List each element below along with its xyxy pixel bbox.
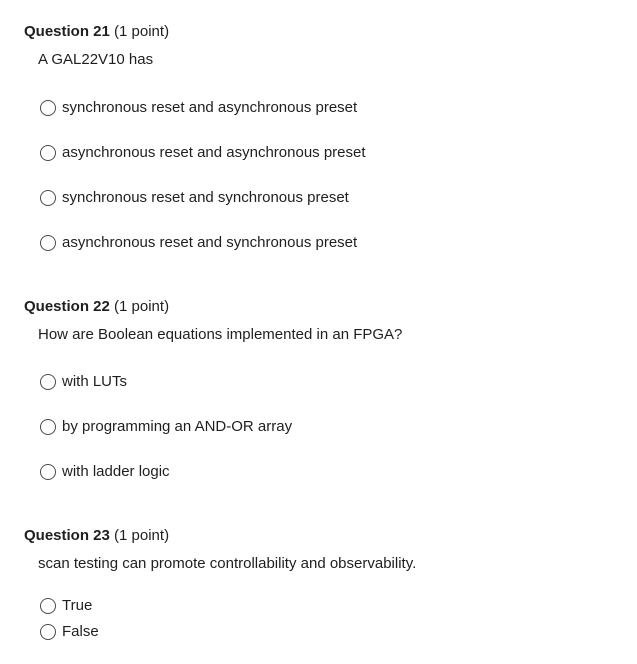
question-points: (1 point) bbox=[114, 23, 170, 40]
radio-button[interactable] bbox=[40, 100, 56, 116]
question-prompt: How are Boolean equations implemented in an FPGA? bbox=[38, 326, 403, 343]
radio-button[interactable] bbox=[40, 419, 56, 435]
answer-label[interactable]: True bbox=[62, 597, 93, 614]
answer-option[interactable] bbox=[40, 233, 357, 253]
radio-button[interactable] bbox=[40, 464, 56, 480]
answer-label[interactable]: asynchronous reset and synchronous preset bbox=[62, 234, 358, 251]
question-header bbox=[24, 23, 169, 41]
question-title: Question 23 bbox=[24, 527, 110, 544]
answer-label[interactable]: by programming an AND-OR array bbox=[62, 418, 293, 435]
answer-label[interactable]: asynchronous reset and asynchronous preset bbox=[62, 144, 366, 161]
question-header bbox=[24, 527, 169, 545]
question-header bbox=[24, 298, 169, 316]
answer-label[interactable]: False bbox=[62, 623, 99, 640]
radio-button[interactable] bbox=[40, 624, 56, 640]
answer-label[interactable]: with LUTs bbox=[62, 373, 128, 390]
answer-option[interactable] bbox=[40, 622, 99, 642]
radio-button[interactable] bbox=[40, 235, 56, 251]
answer-label[interactable]: with ladder logic bbox=[62, 463, 170, 480]
radio-button[interactable] bbox=[40, 598, 56, 614]
answer-option[interactable] bbox=[40, 143, 366, 163]
question-points: (1 point) bbox=[114, 527, 170, 544]
radio-button[interactable] bbox=[40, 190, 56, 206]
answer-label[interactable]: synchronous reset and asynchronous preset bbox=[62, 99, 358, 116]
question-prompt: A GAL22V10 has bbox=[38, 51, 154, 68]
question-title: Question 21 bbox=[24, 23, 110, 40]
answer-label[interactable]: synchronous reset and synchronous preset bbox=[62, 189, 349, 206]
answer-option[interactable] bbox=[40, 372, 127, 392]
radio-button[interactable] bbox=[40, 374, 56, 390]
question-prompt: scan testing can promote controllability and observability. bbox=[38, 555, 417, 572]
answer-option[interactable] bbox=[40, 417, 292, 437]
radio-button[interactable] bbox=[40, 145, 56, 161]
question-points: (1 point) bbox=[114, 298, 170, 315]
answer-option[interactable] bbox=[40, 596, 92, 616]
question-title: Question 22 bbox=[24, 298, 110, 315]
answer-option[interactable] bbox=[40, 98, 357, 118]
answer-option[interactable] bbox=[40, 188, 349, 208]
answer-option[interactable] bbox=[40, 462, 170, 482]
